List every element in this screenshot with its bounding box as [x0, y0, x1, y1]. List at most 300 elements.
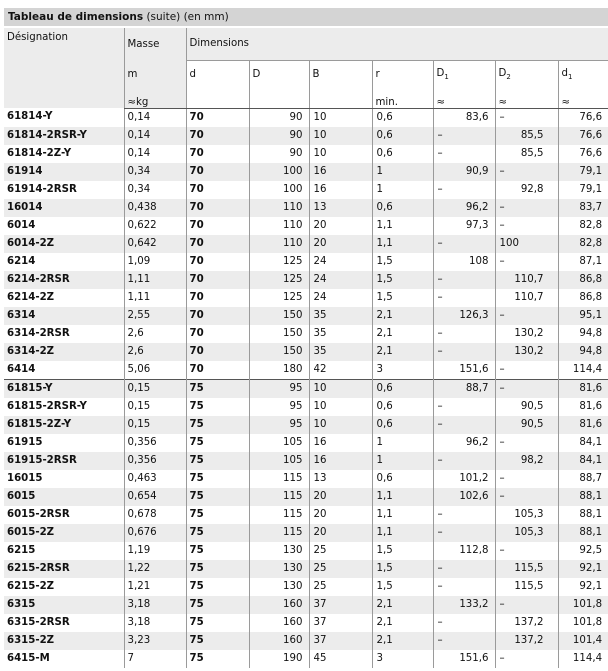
cell-D: 190 — [249, 650, 309, 668]
cell-r: 1 — [372, 452, 433, 470]
cell-designation: 16015 — [7, 472, 43, 484]
cell-d1: 94,8 — [558, 325, 608, 343]
cell-r: 1 — [372, 163, 433, 181]
cell-D: 130 — [249, 560, 309, 578]
cell-d: 70 — [186, 343, 249, 361]
cell-d1: 87,1 — [558, 253, 608, 271]
cell-D1: 126,3 — [433, 307, 495, 325]
cell-D1: 133,2 — [433, 596, 495, 614]
header-col-D: D — [249, 60, 309, 88]
cell-mass: 0,15 — [124, 398, 186, 416]
cell-D1: 97,3 — [433, 217, 495, 235]
cell-D1: – — [433, 145, 495, 163]
cell-designation: 6215-2RSR — [4, 560, 124, 578]
cell-d: 70 — [186, 289, 249, 307]
table-row — [4, 416, 608, 434]
cell-r: 2,1 — [372, 307, 433, 325]
cell-r: 1,5 — [372, 289, 433, 307]
cell-D2: – — [495, 379, 558, 398]
cell-mass: 0,15 — [124, 416, 186, 434]
cell-d: 75 — [186, 578, 249, 596]
cell-D1: – — [433, 127, 495, 145]
header-unit-D2: ≈ — [495, 88, 558, 108]
cell-d1: 86,8 — [558, 289, 608, 307]
cell-D2: 110,7 — [495, 289, 558, 307]
cell-B: 16 — [309, 163, 372, 181]
cell-mass: 0,654 — [124, 488, 186, 506]
cell-D1: – — [433, 398, 495, 416]
cell-mass: 0,438 — [124, 199, 186, 217]
cell-d: 70 — [186, 235, 249, 253]
cell-designation: 6414 — [7, 363, 36, 375]
cell-d1: 88,1 — [558, 506, 608, 524]
cell-mass: 2,6 — [124, 325, 186, 343]
cell-B: 10 — [309, 145, 372, 163]
cell-B: 10 — [309, 379, 372, 398]
cell-r: 1 — [372, 181, 433, 199]
cell-designation: 61914-2RSR — [7, 183, 77, 195]
cell-mass: 1,09 — [124, 253, 186, 271]
cell-B: 24 — [309, 289, 372, 307]
cell-r: 2,1 — [372, 596, 433, 614]
header-mass-unit: ≈kg — [124, 88, 186, 108]
cell-D2: – — [495, 163, 558, 181]
cell-D2: – — [495, 361, 558, 380]
cell-mass: 5,06 — [124, 361, 186, 380]
cell-r: 3 — [372, 361, 433, 380]
cell-D: 95 — [249, 379, 309, 398]
cell-D1: – — [433, 289, 495, 307]
cell-B: 25 — [309, 578, 372, 596]
cell-d: 70 — [186, 199, 249, 217]
table-row — [4, 217, 608, 235]
cell-D1: – — [433, 325, 495, 343]
cell-d1: 88,1 — [558, 524, 608, 542]
table-row — [4, 434, 608, 452]
cell-D1: 102,6 — [433, 488, 495, 506]
cell-D: 115 — [249, 506, 309, 524]
cell-mass: 3,18 — [124, 596, 186, 614]
cell-D2: – — [495, 470, 558, 488]
cell-D: 105 — [249, 434, 309, 452]
cell-D2: – — [495, 199, 558, 217]
cell-D: 95 — [249, 398, 309, 416]
cell-D: 150 — [249, 343, 309, 361]
cell-D: 115 — [249, 524, 309, 542]
cell-mass: 3,23 — [124, 632, 186, 650]
cell-d: 75 — [186, 488, 249, 506]
cell-D2: – — [495, 217, 558, 235]
cell-d1: 81,6 — [558, 398, 608, 416]
cell-B: 20 — [309, 488, 372, 506]
cell-designation: 6215 — [7, 544, 36, 556]
cell-mass: 1,21 — [124, 578, 186, 596]
cell-D2: 115,5 — [495, 560, 558, 578]
cell-designation: 6315-2RSR — [7, 616, 70, 628]
table-row — [4, 560, 608, 578]
cell-D: 125 — [249, 253, 309, 271]
cell-D2: 105,3 — [495, 506, 558, 524]
cell-D1: – — [433, 560, 495, 578]
cell-r: 1,1 — [372, 506, 433, 524]
cell-designation: 61815-2RSR-Y — [7, 400, 87, 412]
cell-d: 75 — [186, 398, 249, 416]
cell-D2: 90,5 — [495, 398, 558, 416]
cell-B: 10 — [309, 416, 372, 434]
cell-D2: – — [495, 488, 558, 506]
cell-mass: 0,356 — [124, 434, 186, 452]
table-row — [4, 578, 608, 596]
cell-D2: – — [495, 434, 558, 452]
cell-D2: 92,8 — [495, 181, 558, 199]
cell-D1: – — [433, 271, 495, 289]
cell-D2: 85,5 — [495, 127, 558, 145]
cell-B: 10 — [309, 108, 372, 127]
cell-D1: – — [433, 578, 495, 596]
cell-B: 20 — [309, 506, 372, 524]
cell-d1: 79,1 — [558, 181, 608, 199]
table-row — [4, 470, 608, 488]
cell-designation: 61814-Y — [7, 111, 53, 123]
table-row — [4, 650, 608, 668]
header-col-d1: $d_1$ — [558, 60, 608, 88]
table-row — [4, 524, 608, 542]
cell-d: 70 — [186, 145, 249, 163]
cell-mass: 2,6 — [124, 343, 186, 361]
cell-B: 24 — [309, 253, 372, 271]
cell-B: 37 — [309, 632, 372, 650]
cell-D: 150 — [249, 307, 309, 325]
table-row — [4, 506, 608, 524]
table-row — [4, 289, 608, 307]
cell-D: 90 — [249, 127, 309, 145]
cell-D1: 151,6 — [433, 361, 495, 380]
cell-r: 3 — [372, 650, 433, 668]
cell-mass: 1,19 — [124, 542, 186, 560]
cell-D1: – — [433, 524, 495, 542]
table-body — [4, 108, 608, 668]
table-row — [4, 325, 608, 343]
cell-d1: 114,4 — [558, 361, 608, 380]
cell-D2: 115,5 — [495, 578, 558, 596]
table-row — [4, 488, 608, 506]
cell-d1: 92,5 — [558, 542, 608, 560]
cell-d1: 92,1 — [558, 560, 608, 578]
cell-designation: 16014 — [4, 199, 124, 217]
cell-B: 16 — [309, 452, 372, 470]
cell-r: 2,1 — [372, 325, 433, 343]
cell-D1: – — [433, 416, 495, 434]
cell-d: 75 — [186, 416, 249, 434]
cell-B: 24 — [309, 271, 372, 289]
header-masse: Masse — [124, 28, 186, 60]
header-unit-r: min. — [372, 88, 433, 108]
cell-r: 1 — [372, 434, 433, 452]
cell-d1: 82,8 — [558, 217, 608, 235]
cell-D2: 100 — [495, 235, 558, 253]
header-unit-D1: ≈ — [433, 88, 495, 108]
cell-r: 2,1 — [372, 632, 433, 650]
cell-B: 20 — [309, 235, 372, 253]
cell-D1: – — [433, 235, 495, 253]
cell-d1: 114,4 — [558, 650, 608, 668]
header-col-d: d — [186, 60, 249, 88]
cell-r: 1,5 — [372, 253, 433, 271]
cell-D1: 151,6 — [433, 650, 495, 668]
cell-d: 75 — [186, 632, 249, 650]
cell-designation: 6015-2RSR — [7, 508, 70, 520]
cell-d: 75 — [186, 560, 249, 578]
cell-designation: 61814-2Z-Y — [7, 147, 72, 159]
cell-d: 75 — [186, 470, 249, 488]
table-row — [4, 542, 608, 560]
table-row — [4, 235, 608, 253]
cell-designation: 61914 — [4, 163, 124, 181]
cell-mass: 0,463 — [124, 470, 186, 488]
cell-d1: 84,1 — [558, 434, 608, 452]
cell-designation: 61915-2RSR — [4, 452, 124, 470]
cell-D: 115 — [249, 470, 309, 488]
cell-D2: 98,2 — [495, 452, 558, 470]
cell-D2: 85,5 — [495, 145, 558, 163]
table-row — [4, 307, 608, 325]
cell-mass: 0,14 — [124, 108, 186, 127]
cell-D: 130 — [249, 542, 309, 560]
cell-D1: 96,2 — [433, 434, 495, 452]
cell-designation: 61815-Y — [4, 379, 124, 398]
cell-B: 25 — [309, 560, 372, 578]
cell-r: 0,6 — [372, 108, 433, 127]
cell-designation: 6215-2Z — [7, 580, 55, 592]
cell-mass: 1,11 — [124, 289, 186, 307]
cell-designation: 6214-2Z — [7, 291, 55, 303]
cell-D2: – — [495, 650, 558, 668]
cell-d1: 82,8 — [558, 235, 608, 253]
header-unit-d — [186, 88, 249, 108]
cell-D: 150 — [249, 325, 309, 343]
cell-D2: – — [495, 596, 558, 614]
cell-d1: 101,8 — [558, 614, 608, 632]
header-unit-D — [249, 88, 309, 108]
cell-D1: 112,8 — [433, 542, 495, 560]
cell-r: 0,6 — [372, 416, 433, 434]
cell-D2: 105,3 — [495, 524, 558, 542]
cell-d: 70 — [186, 108, 249, 127]
cell-designation: 6314-2Z — [4, 343, 124, 361]
cell-B: 37 — [309, 614, 372, 632]
cell-D2: 137,2 — [495, 614, 558, 632]
cell-D: 105 — [249, 452, 309, 470]
cell-D: 110 — [249, 235, 309, 253]
cell-D: 95 — [249, 416, 309, 434]
cell-designation: 6315 — [4, 596, 124, 614]
cell-r: 1,1 — [372, 488, 433, 506]
cell-designation: 61915 — [7, 436, 43, 448]
cell-r: 1,5 — [372, 560, 433, 578]
table-title-suffix: (suite) (en mm) — [146, 11, 229, 23]
cell-d1: 92,1 — [558, 578, 608, 596]
cell-mass: 0,34 — [124, 181, 186, 199]
cell-d1: 81,6 — [558, 379, 608, 398]
cell-d1: 88,1 — [558, 488, 608, 506]
table-title-bold: Tableau de dimensions — [8, 11, 144, 23]
dimensions-table — [4, 28, 608, 668]
cell-d: 70 — [186, 253, 249, 271]
cell-d: 75 — [186, 614, 249, 632]
header-m: m — [124, 60, 186, 88]
cell-D: 115 — [249, 488, 309, 506]
cell-B: 35 — [309, 307, 372, 325]
cell-r: 0,6 — [372, 470, 433, 488]
cell-d1: 84,1 — [558, 452, 608, 470]
cell-B: 13 — [309, 470, 372, 488]
cell-designation: 6314-2RSR — [7, 327, 70, 339]
cell-d1: 83,7 — [558, 199, 608, 217]
cell-d: 75 — [186, 506, 249, 524]
table-row — [4, 614, 608, 632]
cell-mass: 1,22 — [124, 560, 186, 578]
cell-mass: 0,34 — [124, 163, 186, 181]
header-dimensions: Dimensions — [186, 28, 608, 60]
cell-d1: 88,7 — [558, 470, 608, 488]
cell-designation: 6415-M — [7, 652, 50, 664]
table-row — [4, 379, 608, 398]
header-col-D1: $D_1$ — [433, 60, 495, 88]
table-row — [4, 163, 608, 181]
table-row — [4, 632, 608, 650]
cell-r: 0,6 — [372, 379, 433, 398]
cell-d: 75 — [186, 542, 249, 560]
cell-d1: 101,8 — [558, 596, 608, 614]
cell-d: 70 — [186, 307, 249, 325]
cell-d1: 76,6 — [558, 108, 608, 127]
header-unit-B — [309, 88, 372, 108]
cell-D1: 83,6 — [433, 108, 495, 127]
cell-D: 130 — [249, 578, 309, 596]
cell-D1: – — [433, 632, 495, 650]
cell-mass: 0,356 — [124, 452, 186, 470]
cell-designation: 6214-2RSR — [4, 271, 124, 289]
table-row — [4, 108, 608, 127]
cell-r: 1,1 — [372, 524, 433, 542]
cell-D: 160 — [249, 632, 309, 650]
cell-d1: 95,1 — [558, 307, 608, 325]
cell-D1: – — [433, 452, 495, 470]
cell-mass: 0,15 — [124, 379, 186, 398]
cell-D: 160 — [249, 596, 309, 614]
cell-r: 1,5 — [372, 578, 433, 596]
header-row-1 — [4, 28, 608, 60]
cell-B: 13 — [309, 199, 372, 217]
cell-D1: 88,7 — [433, 379, 495, 398]
cell-r: 1,1 — [372, 217, 433, 235]
cell-d1: 76,6 — [558, 127, 608, 145]
cell-d1: 76,6 — [558, 145, 608, 163]
cell-d1: 86,8 — [558, 271, 608, 289]
cell-d: 70 — [186, 361, 249, 380]
cell-designation: 6214 — [7, 255, 36, 267]
cell-r: 1,1 — [372, 235, 433, 253]
cell-D: 180 — [249, 361, 309, 380]
cell-D: 160 — [249, 614, 309, 632]
cell-D: 90 — [249, 108, 309, 127]
cell-D: 100 — [249, 163, 309, 181]
cell-B: 35 — [309, 325, 372, 343]
cell-mass: 0,622 — [124, 217, 186, 235]
cell-D1: – — [433, 181, 495, 199]
header-col-D2: $D_2$ — [495, 60, 558, 88]
cell-designation: 6314 — [4, 307, 124, 325]
cell-d: 70 — [186, 181, 249, 199]
cell-d: 70 — [186, 127, 249, 145]
cell-d: 75 — [186, 452, 249, 470]
table-row — [4, 343, 608, 361]
cell-r: 0,6 — [372, 199, 433, 217]
cell-D: 110 — [249, 199, 309, 217]
cell-mass: 1,11 — [124, 271, 186, 289]
cell-D1: – — [433, 614, 495, 632]
cell-r: 2,1 — [372, 614, 433, 632]
cell-D1: 90,9 — [433, 163, 495, 181]
cell-d: 75 — [186, 650, 249, 668]
cell-D2: – — [495, 307, 558, 325]
cell-D1: – — [433, 343, 495, 361]
cell-D: 90 — [249, 145, 309, 163]
cell-d: 70 — [186, 325, 249, 343]
cell-d1: 94,8 — [558, 343, 608, 361]
cell-r: 1,5 — [372, 271, 433, 289]
header-designation: Désignation — [4, 28, 124, 108]
cell-mass: 2,55 — [124, 307, 186, 325]
cell-B: 16 — [309, 434, 372, 452]
cell-B: 37 — [309, 596, 372, 614]
cell-D1: 108 — [433, 253, 495, 271]
table-title — [4, 8, 608, 26]
cell-D2: 137,2 — [495, 632, 558, 650]
cell-B: 42 — [309, 361, 372, 380]
cell-designation: 6014 — [7, 219, 36, 231]
cell-r: 1,5 — [372, 542, 433, 560]
cell-d1: 101,4 — [558, 632, 608, 650]
cell-D1: 96,2 — [433, 199, 495, 217]
cell-D: 100 — [249, 181, 309, 199]
cell-designation: 6015 — [4, 488, 124, 506]
cell-mass: 0,14 — [124, 127, 186, 145]
cell-designation: 6014-2Z — [4, 235, 124, 253]
cell-D2: – — [495, 108, 558, 127]
cell-B: 25 — [309, 542, 372, 560]
cell-D: 110 — [249, 217, 309, 235]
table-row — [4, 596, 608, 614]
table-row — [4, 181, 608, 199]
table-row — [4, 127, 608, 145]
table-row — [4, 199, 608, 217]
header-unit-d1: ≈ — [558, 88, 608, 108]
cell-d1: 81,6 — [558, 416, 608, 434]
cell-designation: 61814-2RSR-Y — [4, 127, 124, 145]
cell-D2: 130,2 — [495, 325, 558, 343]
cell-D: 125 — [249, 289, 309, 307]
cell-B: 16 — [309, 181, 372, 199]
cell-D: 125 — [249, 271, 309, 289]
cell-D2: – — [495, 542, 558, 560]
cell-d: 75 — [186, 524, 249, 542]
table-row — [4, 145, 608, 163]
cell-designation: 6015-2Z — [4, 524, 124, 542]
cell-d: 70 — [186, 217, 249, 235]
cell-D2: 90,5 — [495, 416, 558, 434]
cell-D2: 130,2 — [495, 343, 558, 361]
